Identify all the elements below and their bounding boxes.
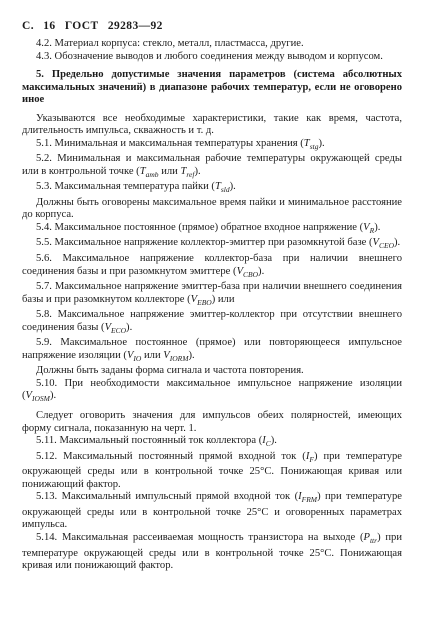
symbol: V [236,265,244,277]
subscript: CBO [243,269,259,279]
subscript: stg [309,141,319,151]
symbol: V [190,293,198,305]
subscript: CEO [379,241,395,251]
text-run: ). [258,265,265,277]
symbol: T [303,137,310,149]
symbol: I [305,450,310,462]
text-run: 5.11. Максимальный постоянный ток коллектора ( [36,435,263,447]
paragraph [22,281,402,309]
symbol: V [126,349,134,361]
text-run: ). [194,165,201,177]
text-run: 5.1. Минимальная и максимальная температуры хранения ( [36,137,304,149]
symbol: I [262,435,266,447]
paragraph [22,153,402,181]
paragraph [22,451,402,492]
text-run: ). [49,390,57,402]
text-run: 5.13. Максимальный импульсный прямой входной ток ( [36,491,299,503]
paragraph: Должны быть оговорены максимальное время пайки и минимальное расстояние до корпуса. [22,196,402,221]
text-run: 5.14. Максимальная рассеиваемая мощность транзистора на выходе ( [36,531,364,543]
paragraph [22,435,402,451]
text-run: 5.7. Максимальное напряжение эмиттер-база при наличии внешнего соединения базы и при разомкнутом коллекторе ( [22,281,402,305]
paragraph [22,491,402,532]
symbol: V [363,221,370,233]
text-run: ). [374,221,381,233]
paragraph: Указываются все необходимые характеристики, такие как время, частота, длительность импульса, скважность и т. д. [22,112,402,136]
text-run: 5.3. Максимальная температура пайки ( [36,181,215,193]
page-number: 16 [43,20,56,32]
paragraph [22,337,402,365]
paragraph [22,237,402,253]
subscript: ECO [111,325,127,335]
symbol: P [363,531,370,543]
symbol: T [139,165,146,177]
text-run: ) или [211,293,235,305]
subscript: IOSM [32,394,50,404]
text-run: ). [270,435,277,447]
paragraph [22,309,402,337]
symbol: V [163,349,170,361]
paragraph [22,378,402,406]
symbol: V [104,321,112,333]
text-run: ). [394,237,401,249]
symbol: V [372,237,380,249]
page-header [22,20,402,32]
standard-label: ГОСТ [64,20,99,32]
paragraph [22,532,402,573]
text-run: 5.8. Максимальное напряжение эмиттер-коллектор при отсутствии внешнего соединения базы ( [22,309,402,333]
subscript: ref [186,169,195,179]
subscript: F [309,454,314,464]
symbol: V [25,390,33,402]
paragraph: Должны быть заданы форма сигнала и частота повторения. [36,365,304,377]
subscript: ttr [369,536,378,546]
text-run: ). [126,321,133,333]
text-run: 5.5. Максимальное напряжение коллектор-эмиттер при разомкнутой базе ( [36,237,373,249]
text-run: 5.12. Максимальный постоянный прямой входной ток ( [36,450,306,462]
symbol: I [298,491,302,503]
paragraph: 4.2. Материал корпуса: стекло, металл, пластмасса, другие. [36,38,304,49]
symbol: T [214,181,221,193]
subscript: sld [220,185,230,195]
text-run: 5.4. Максимальное постоянное (прямое) обратное входное напряжение ( [36,221,364,233]
text-run: или [158,165,181,177]
paragraph: Следует оговорить значения для импульсов обеих полярностей, имеющих форму сигнала, показанную на черт. 1. [22,410,402,434]
text-run: 5.6. Максимальное напряжение коллектор-база при наличии внешнего соединения базы и при разомкнутом эмиттере ( [22,253,402,277]
text-run: 5.2. Минимальная и максимальная рабочие температуры окружающей среды или в контрольной точке ( [22,153,402,177]
subscript: C [265,439,271,449]
text-run: ). [318,137,325,149]
subscript: EBO [197,297,212,307]
subscript: FRM [301,495,318,505]
paragraph [22,181,402,197]
subscript: amb [145,169,159,179]
paragraph: 4.3. Обозначение выводов и любого соединения между выводом и корпусом. [36,50,383,62]
text-run: ). [188,349,195,361]
text-run: или [141,349,164,361]
subscript: IORM [169,353,189,363]
paragraph [22,253,402,281]
text-run: ) при температуре окружающей среды или в контрольной точке 25°С и оговоренных параметрах импульса. [22,491,402,531]
subscript: IO [133,353,142,363]
subscript: R [369,225,375,235]
symbol: T [180,165,187,177]
text-run: ). [229,181,236,193]
standard-number: 29283—92 [107,20,163,32]
text-run: ) при температуре окружающей среды или в контрольной точке 25°С. Понижающая кривая или понижающий фактор. [22,531,403,572]
text-run: 5.9. Максимальное постоянное (прямое) или повторяющееся импульсное напряжение изоляции ( [22,337,402,361]
paragraph: 5. Предельно допустимые значения параметров (система абсолютных максимальных значений) в диапазоне рабочих температур, если не оговорено иное [22,69,402,105]
text-run: ) при температуре окружающей среды или в контрольной точке 25°С. Понижающая кривая или понижающий фактор. [22,450,402,490]
page-prefix: С. [22,20,34,32]
text-run: 5.10. При необходимости максимальное импульсное напряжение изоляции ( [22,377,402,402]
document-body [22,38,402,573]
paragraph [22,138,402,154]
paragraph [22,222,402,238]
